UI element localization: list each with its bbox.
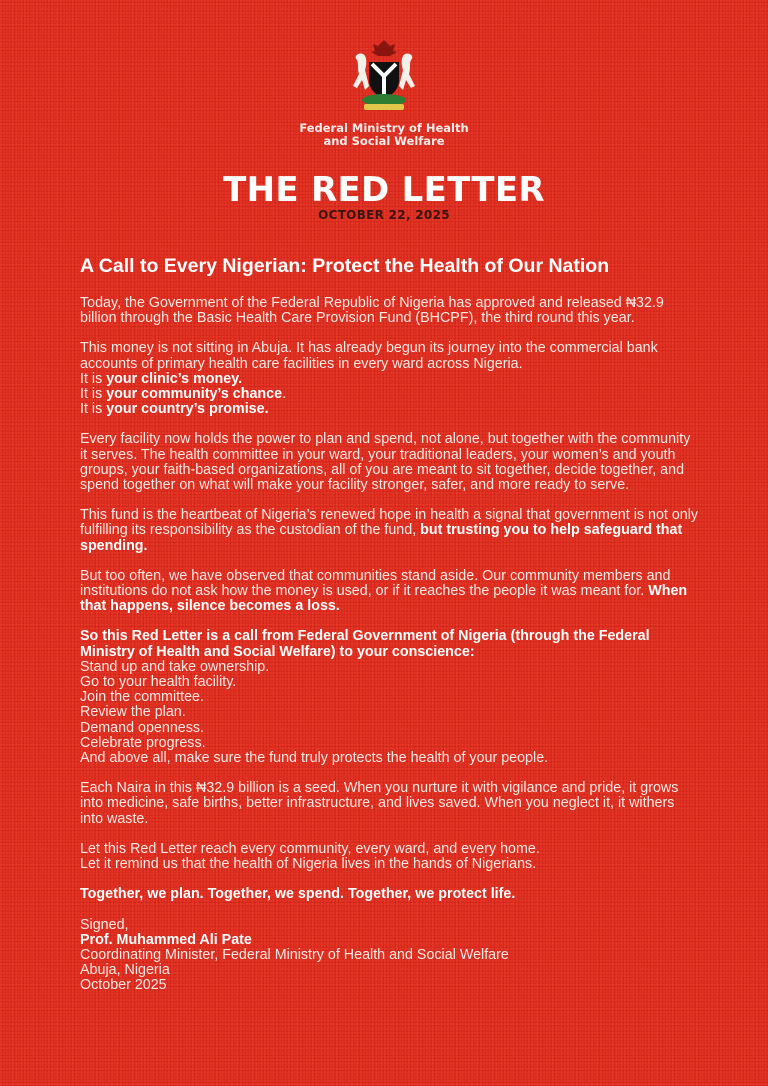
paragraph-5-emphasis: When that happens, silence becomes a loss. xyxy=(80,583,688,615)
signature-block xyxy=(80,918,700,994)
letter-title: THE RED LETTER xyxy=(223,170,545,210)
ministry-line-1: Federal Ministry of Health xyxy=(299,121,469,135)
letterhead xyxy=(0,38,768,222)
paragraph-4-emphasis: but trusting you to help safeguard that spending. xyxy=(80,522,683,554)
paragraph-1: Today, the Government of the Federal Republic of Nigeria has approved and released ₦32.9 billion through the Basic Health Care Provision Fund (BHCPF), the third round this year. xyxy=(80,295,664,327)
signature-date: October 2025 xyxy=(80,977,167,994)
signed-label: Signed, xyxy=(80,916,129,933)
signatory-role: Coordinating Minister, Federal Ministry of Health and Social Welfare xyxy=(80,946,509,963)
action-item: And above all, make sure the fund truly protects the health of your people. xyxy=(80,750,549,767)
paragraph-2 xyxy=(80,341,700,417)
action-item: Demand openness. xyxy=(80,719,204,736)
promise-line-2: It is your community’s chance. xyxy=(80,386,287,403)
paragraph-5 xyxy=(80,569,700,615)
paragraph-2-text: This money is not sitting in Abuja. It has already begun its journey into the commercial bank accounts of primary health care facilities in every ward across Nigeria. xyxy=(80,340,658,372)
action-item: Celebrate progress. xyxy=(80,734,206,751)
ministry-name xyxy=(0,122,768,148)
paragraph-8-line-1: Let this Red Letter reach every community, every ward, and every home. xyxy=(80,840,540,857)
paragraph-8-line-2: Let it remind us that the health of Nigeria lives in the hands of Nigerians. xyxy=(80,856,537,873)
call-to-action xyxy=(80,629,700,766)
signatory-name: Prof. Muhammed Ali Pate xyxy=(80,931,252,948)
action-item: Stand up and take ownership. xyxy=(80,658,270,675)
promise-line-1: It is your clinic’s money. xyxy=(80,370,243,387)
call-to-action-heading: So this Red Letter is a call from Federal Government of Nigeria (through the Federal Ministry of Health and Social Welfare) to your conscience: xyxy=(80,628,650,660)
signatory-place: Abuja, Nigeria xyxy=(80,962,170,979)
paragraph-3: Every facility now holds the power to plan and spend, not alone, but together with the community it serves. The health committee in your ward, your traditional leaders, your women’s and youth groups, your faith-based organizations, all of you are meant to sit together, decide together, and spend together on what will make your facility stronger, safer, and more ready to serve. xyxy=(80,431,691,494)
letter-date: OCTOBER 22, 2025 xyxy=(318,208,450,222)
coat-of-arms-icon xyxy=(347,38,421,114)
promise-line-3: It is your country’s promise. xyxy=(80,401,269,418)
paragraph-4-text: This fund is the heartbeat of Nigeria’s renewed hope in health a signal that government is not only fulfilling its responsibility as the custodian of the fund, xyxy=(80,507,699,539)
paragraph-5-text: But too often, we have observed that communities stand aside. Our community members and institutions do not ask how the money is used, or if it reaches the people it was meant for. xyxy=(80,567,671,600)
paragraph-8 xyxy=(80,842,700,872)
action-item: Review the plan. xyxy=(80,704,186,721)
paragraph-7: Each Naira in this ₦32.9 billion is a seed. When you nurture it with vigilance and pride, it grows into medicine, safe births, better infrastructure, and lives saved. When you neglect it, it withers into waste. xyxy=(80,780,679,827)
letter-body xyxy=(80,254,700,1009)
letter-heading: A Call to Every Nigerian: Protect the Health of Our Nation xyxy=(80,255,610,277)
closing-line: Together, we plan. Together, we spend. Together, we protect life. xyxy=(80,886,516,903)
paragraph-4 xyxy=(80,508,700,554)
ministry-line-2: and Social Welfare xyxy=(323,134,445,148)
action-item: Join the committee. xyxy=(80,689,204,706)
action-item: Go to your health facility. xyxy=(80,674,237,691)
